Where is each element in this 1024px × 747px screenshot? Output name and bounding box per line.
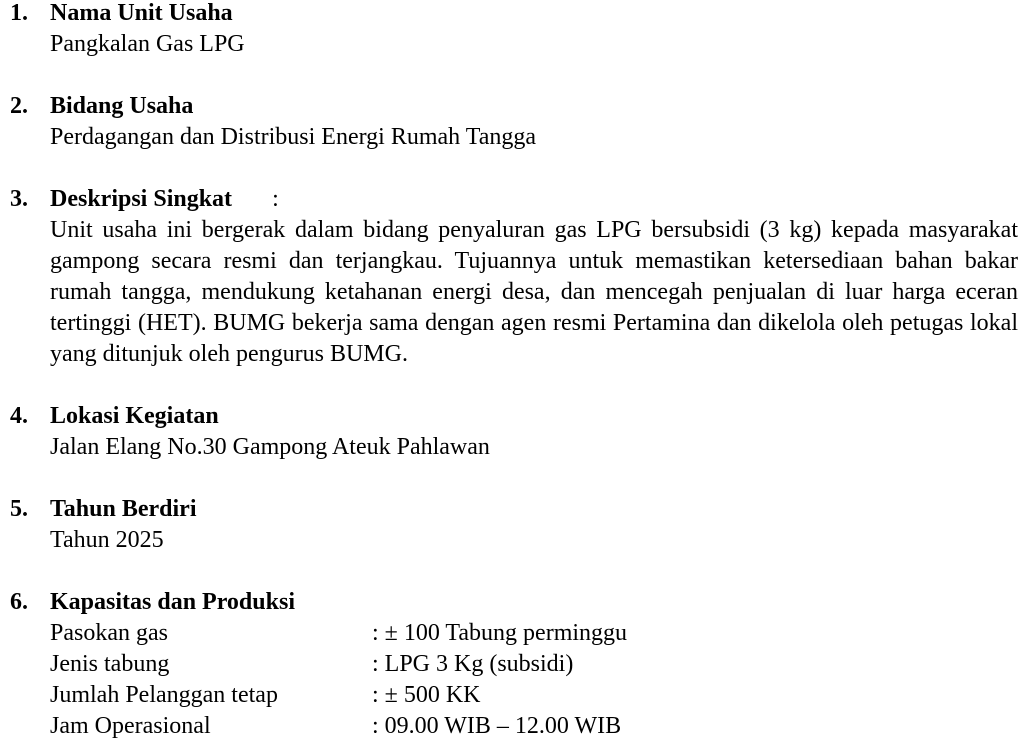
section-heading: Bidang Usaha bbox=[50, 93, 194, 119]
section-heading: Kapasitas dan Produksi bbox=[50, 589, 295, 615]
capacity-value: : ± 500 KK bbox=[372, 682, 481, 708]
section-number: 2. bbox=[10, 93, 28, 119]
section-heading: Lokasi Kegiatan bbox=[50, 403, 219, 429]
section-heading bbox=[50, 184, 279, 215]
section-number: 6. bbox=[10, 589, 28, 615]
section-heading: Nama Unit Usaha bbox=[50, 0, 233, 26]
section-heading: Tahun Berdiri bbox=[50, 496, 197, 522]
capacity-value: : 09.00 WIB – 12.00 WIB bbox=[372, 713, 622, 739]
capacity-label: Jumlah Pelanggan tetap bbox=[50, 682, 278, 708]
section-content: Jalan Elang No.30 Gampong Ateuk Pahlawan bbox=[50, 434, 490, 460]
section-content: Tahun 2025 bbox=[50, 527, 164, 553]
section-number: 5. bbox=[10, 496, 28, 522]
section-heading-text: Deskripsi Singkat bbox=[50, 186, 233, 212]
capacity-label: Pasokan gas bbox=[50, 620, 168, 646]
section-content: Perdagangan dan Distribusi Energi Rumah Tangga bbox=[50, 124, 536, 150]
capacity-label: Jam Operasional bbox=[50, 713, 211, 739]
capacity-label: Jenis tabung bbox=[50, 651, 170, 677]
section-content: Unit usaha ini bergerak dalam bidang penyaluran gas LPG bersubsidi (3 kg) kepada masyarakat gampong secara resmi dan terjangkau. Tujuannya untuk memastikan ketersediaan bahan bakar rumah tangga, mendukung ketahanan energi desa, dan mencegah penjualan di luar harga eceran tertinggi (HET). BUMG bekerja sama dengan agen resmi Pertamina dan dikelola oleh petugas lokal yang ditunjuk oleh pengurus BUMG. bbox=[50, 217, 1018, 367]
section-heading-colon: : bbox=[272, 186, 279, 212]
capacity-value: : LPG 3 Kg (subsidi) bbox=[372, 651, 574, 677]
section-number: 1. bbox=[10, 0, 28, 26]
section-number: 3. bbox=[10, 186, 28, 212]
capacity-value: : ± 100 Tabung perminggu bbox=[372, 620, 628, 646]
section-content: Pangkalan Gas LPG bbox=[50, 31, 245, 57]
section-number: 4. bbox=[10, 403, 28, 429]
